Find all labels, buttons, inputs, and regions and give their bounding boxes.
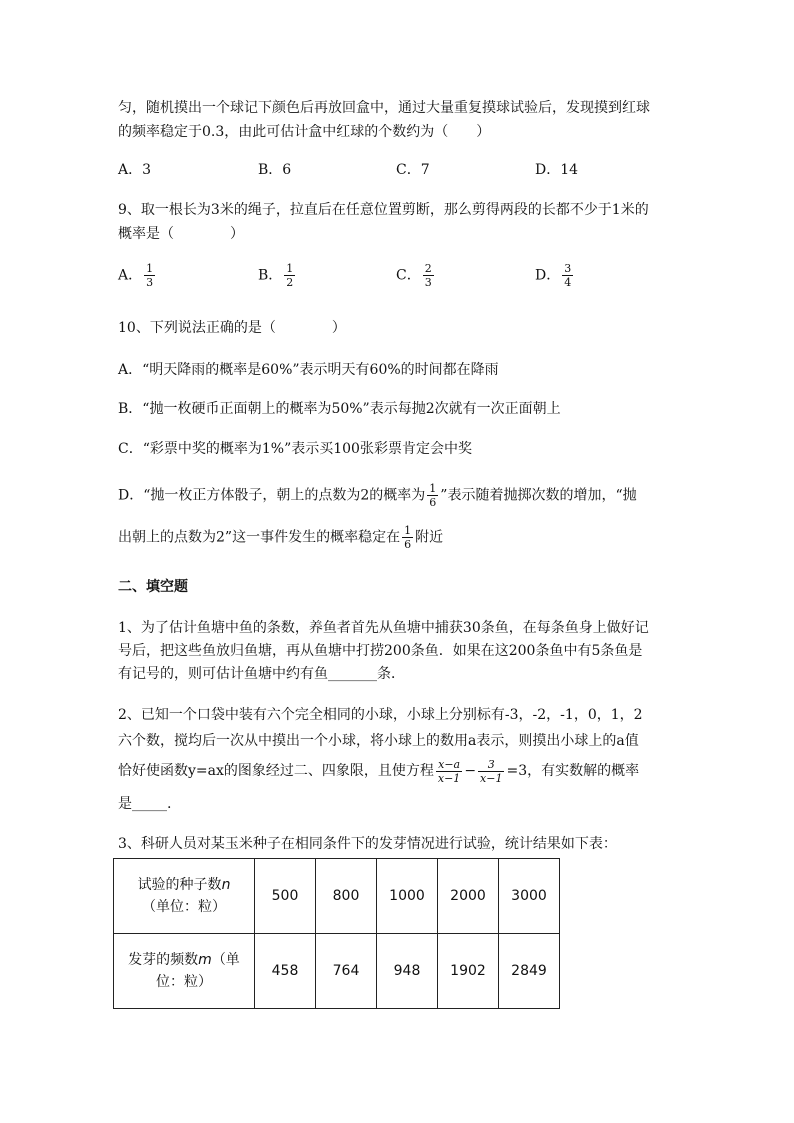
q10-option-d-fraction bbox=[427, 482, 438, 509]
fraction-numerator: 1 bbox=[286, 262, 294, 275]
f2-line3-text1: 恰好使函数y=ax的图象经过二、四象限，且使方程 bbox=[118, 763, 434, 779]
header-text-cont: （单 bbox=[211, 952, 240, 968]
fraction-denominator: 6 bbox=[429, 496, 437, 509]
header-text: 发芽的频数 bbox=[128, 952, 199, 968]
q10-option-d-line2 bbox=[118, 524, 443, 551]
fraction-denominator: 3 bbox=[146, 276, 154, 289]
fraction-numerator: x−a bbox=[436, 758, 462, 772]
table-cell: 764 bbox=[316, 934, 377, 1009]
q8-line2: 的频率稳定于0.3，由此可估计盒中红球的个数约为（ ） bbox=[118, 124, 491, 140]
f3-line1: 3、科研人员对某玉米种子在相同条件下的发芽情况进行试验，统计结果如下表： bbox=[118, 836, 617, 852]
fraction-denominator: 2 bbox=[286, 276, 294, 289]
fraction-numerator: 3 bbox=[564, 262, 572, 275]
q8-option-a: A．3 bbox=[118, 162, 152, 178]
q9-option-d-label: D． bbox=[535, 267, 561, 284]
section-title-fill-in: 二、填空题 bbox=[118, 579, 188, 595]
q9-option-a-fraction bbox=[144, 262, 155, 289]
q10-option-d-fraction-2 bbox=[402, 524, 413, 551]
q10-option-d-text2: ”表示随着抛掷次数的增加，“抛 bbox=[440, 487, 637, 504]
equation-minus: − bbox=[464, 763, 477, 779]
equation-rhs: =3 bbox=[506, 763, 528, 779]
table-cell: 948 bbox=[377, 934, 438, 1009]
q10-option-b: B．“抛一枚硬币正面朝上的概率为50%”表示每抛2次就有一次正面朝上 bbox=[118, 401, 561, 417]
q10-option-d-line1 bbox=[118, 482, 637, 509]
f2-line3 bbox=[118, 757, 639, 785]
q8-line1: 匀，随机摸出一个球记下颜色后再放回盒中，通过大量重复摸球试验后，发现摸到红球 bbox=[118, 100, 650, 116]
q9-option-b-label: B． bbox=[258, 267, 283, 284]
equation-fraction-1 bbox=[436, 758, 462, 785]
fraction-numerator: 3 bbox=[478, 758, 504, 772]
table-cell: 800 bbox=[316, 859, 377, 934]
f1-line2: 号后，把这些鱼放归鱼塘，再从鱼塘中打捞200条鱼．如果在这200条鱼中有5条鱼是 bbox=[118, 643, 643, 659]
q8-option-c: C．7 bbox=[396, 162, 430, 178]
q9-option-d bbox=[535, 262, 575, 289]
fraction-numerator: 1 bbox=[404, 524, 412, 537]
q9-option-c-fraction bbox=[423, 262, 434, 289]
table-cell: 1000 bbox=[377, 859, 438, 934]
header-unit: 位：粒） bbox=[156, 974, 212, 990]
table-row bbox=[114, 859, 560, 934]
header-variable: m bbox=[198, 952, 212, 968]
table-cell: 458 bbox=[255, 934, 316, 1009]
header-variable: n bbox=[221, 877, 231, 893]
q10-option-a: A．“明天降雨的概率是60%”表示明天有60%的时间都在降雨 bbox=[118, 362, 499, 378]
q8-option-b: B．6 bbox=[258, 162, 292, 178]
fraction-denominator: x−1 bbox=[480, 771, 503, 785]
fraction-numerator: 1 bbox=[429, 482, 437, 495]
q9-option-b bbox=[258, 262, 297, 289]
q10-option-d-text3: 出朝上的点数为2”这一事件发生的概率稳定在 bbox=[118, 529, 401, 546]
f2-line2: 六个数，搅均后一次从中摸出一个小球，将小球上的数用a表示，则摸出小球上的a值 bbox=[118, 733, 639, 749]
f2-line4: 是_____. bbox=[118, 796, 172, 812]
q9-option-a-label: A． bbox=[118, 267, 143, 284]
q9-option-c bbox=[396, 262, 436, 289]
table-cell: 2849 bbox=[499, 934, 560, 1009]
header-text: 试验的种子数 bbox=[137, 877, 222, 893]
table-cell: 2000 bbox=[438, 859, 499, 934]
q9-option-c-label: C． bbox=[396, 267, 421, 284]
q9-line1: 9、取一根长为3米的绳子，拉直后在任意位置剪断，那么剪得两段的长都不少于1米的 bbox=[118, 202, 649, 218]
table-cell: 1902 bbox=[438, 934, 499, 1009]
table-header-germinated bbox=[114, 934, 255, 1009]
fraction-denominator: 6 bbox=[404, 538, 412, 551]
f1-line1: 1、为了估计鱼塘中鱼的条数，养鱼者首先从鱼塘中捕获30条鱼，在每条鱼身上做好记 bbox=[118, 620, 649, 636]
q9-option-b-fraction bbox=[284, 262, 295, 289]
table-cell: 500 bbox=[255, 859, 316, 934]
q9-line2: 概率是（ ） bbox=[118, 226, 244, 242]
fraction-numerator: 1 bbox=[146, 262, 154, 275]
f1-line3: 有记号的，则可估计鱼塘中约有鱼_______条． bbox=[118, 666, 405, 682]
q8-option-d: D．14 bbox=[535, 162, 579, 178]
fraction-denominator: 3 bbox=[424, 276, 432, 289]
q10-option-d-text1: D．“抛一枚正方体骰子，朝上的点数为2的概率为 bbox=[118, 487, 426, 504]
table-cell: 3000 bbox=[499, 859, 560, 934]
table-header-seeds bbox=[114, 859, 255, 934]
fraction-denominator: 4 bbox=[564, 276, 572, 289]
fraction-denominator: x−1 bbox=[437, 771, 461, 785]
header-unit: （单位：粒） bbox=[142, 899, 226, 915]
table-row bbox=[114, 934, 560, 1009]
germination-table bbox=[113, 858, 560, 1009]
q9-option-a bbox=[118, 262, 157, 289]
q10-option-c: C．“彩票中奖的概率为1%”表示买100张彩票肯定会中奖 bbox=[118, 441, 472, 457]
q10-stem: 10、下列说法正确的是（ ） bbox=[118, 320, 346, 336]
f2-line1: 2、已知一个口袋中装有六个完全相同的小球，小球上分别标有-3，-2，-1，0，1，2 bbox=[118, 707, 643, 723]
q9-option-d-fraction bbox=[562, 262, 573, 289]
equation-fraction-2 bbox=[478, 758, 504, 785]
fraction-numerator: 2 bbox=[424, 262, 432, 275]
f2-line3-text2: ，有实数解的概率 bbox=[527, 763, 640, 779]
q10-option-d-text4: 附近 bbox=[415, 529, 444, 546]
